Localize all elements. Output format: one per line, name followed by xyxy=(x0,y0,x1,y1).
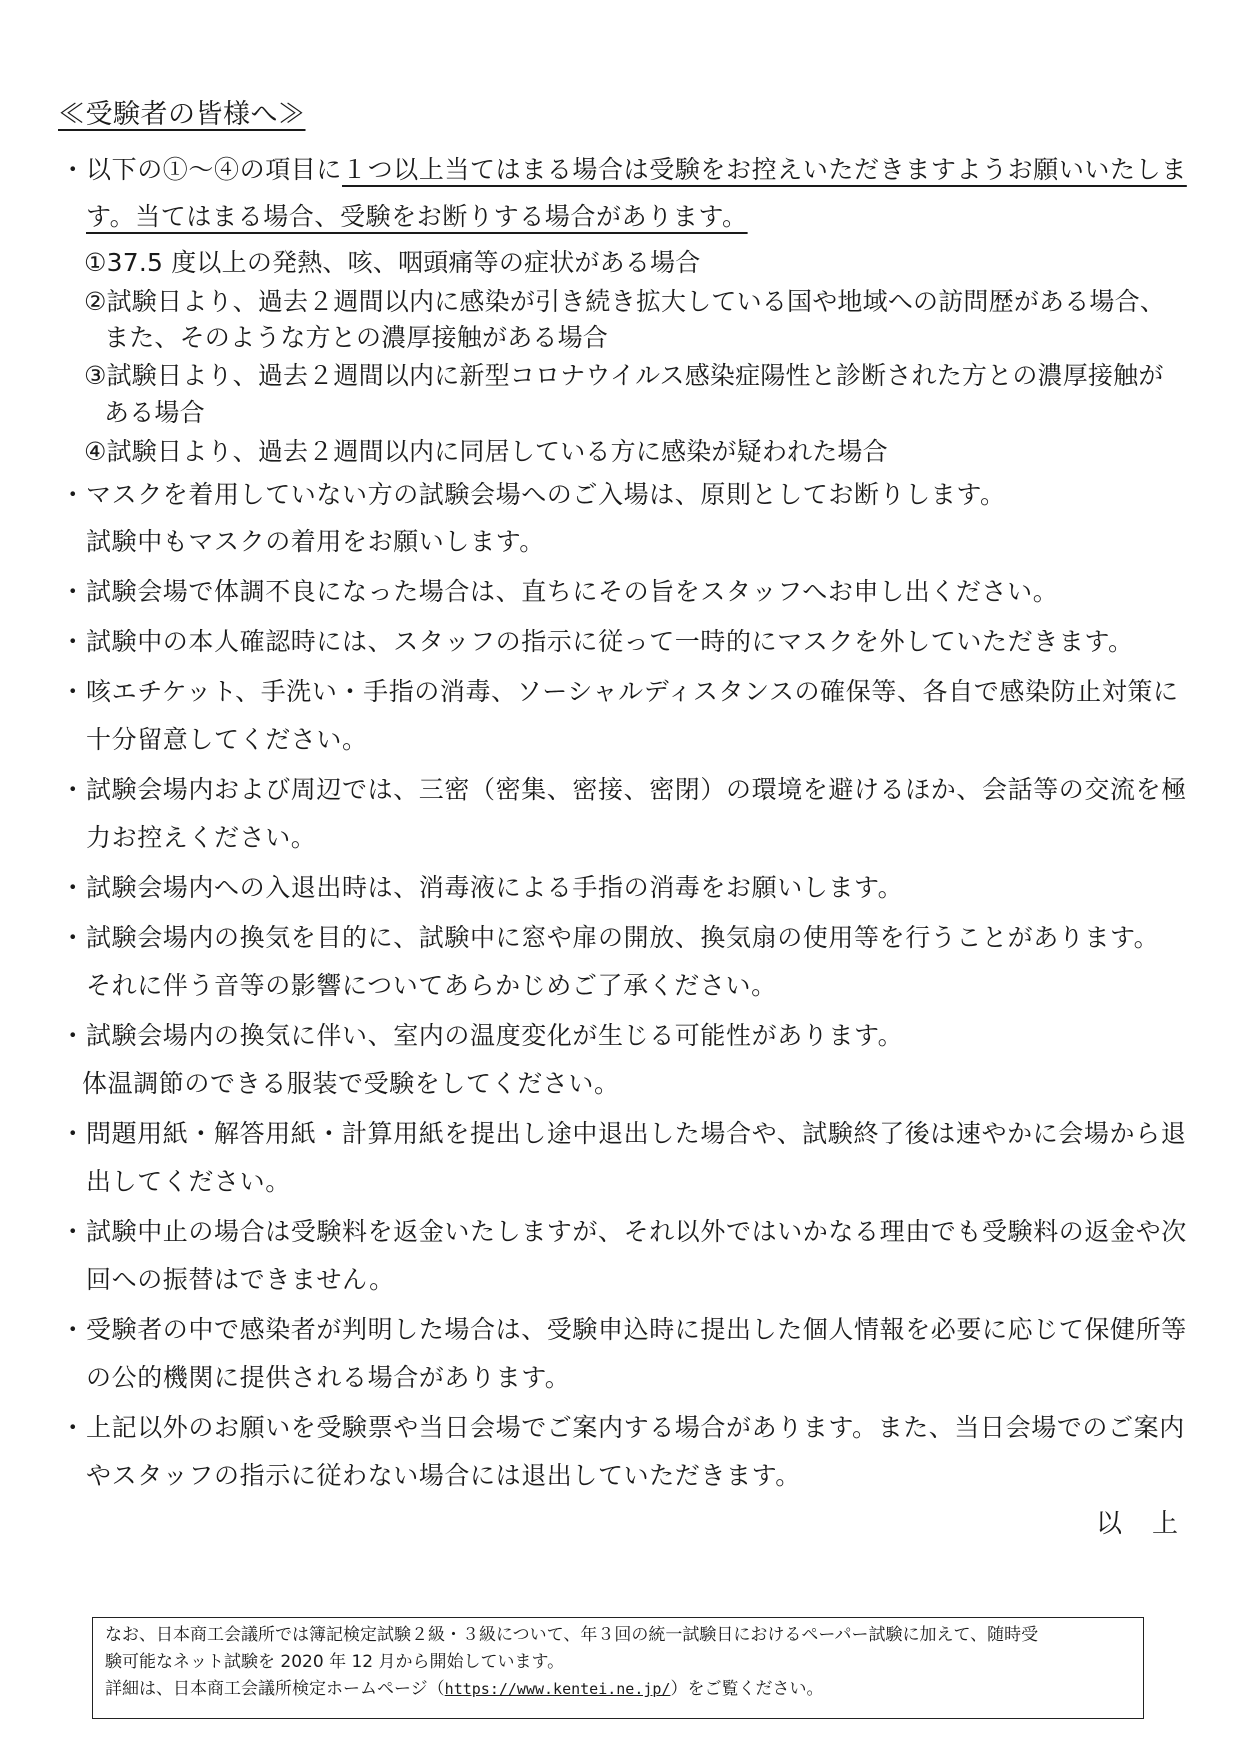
notice-line-3-prefix: 詳細は、日本商工会議所検定ホームページ（ xyxy=(105,1679,445,1699)
item-text: 咳エチケット、手洗い・手指の消毒、ソーシャルディスタンスの確保等、各自で感染防止対策に xyxy=(86,677,1179,706)
item-temperature-cont: 体温調節のできる服装で受験をしてください。 xyxy=(82,1069,620,1098)
bullet: ・ xyxy=(60,1315,86,1344)
bullet: ・ xyxy=(60,577,86,606)
notice-line-1: なお、日本商工会議所では簿記検定試験２級・３級について、年３回の統一試験日におけるペーパー試験に加えて、随時受 xyxy=(105,1625,1039,1645)
item-info-cont: の公的機関に提供される場合があります。 xyxy=(86,1363,571,1392)
item-text: 上記以外のお願いを受験票や当日会場でご案内する場合があります。また、当日会場でのご案内 xyxy=(86,1413,1185,1442)
item-text: マスクを着用していない方の試験会場へのご入場は、原則としてお断りします。 xyxy=(86,480,1006,509)
closing-mark: 以 上 xyxy=(1095,1509,1180,1539)
item-text: 試験中の本人確認時には、スタッフの指示に従って一時的にマスクを外していただきます。 xyxy=(86,627,1134,656)
item-refund xyxy=(60,1212,1187,1248)
page-title: ≪受験者の皆様へ≫ xyxy=(58,99,306,130)
notice-line-3 xyxy=(105,1676,1131,1703)
item-three-cs-cont: 力お控えください。 xyxy=(86,823,317,852)
bullet: ・ xyxy=(60,1217,86,1246)
item-three-cs xyxy=(60,770,1187,806)
bullet: ・ xyxy=(60,775,86,804)
item-text: 試験会場内の換気を目的に、試験中に窓や扉の開放、換気扇の使用等を行うことがあります。 xyxy=(86,923,1160,952)
item-etiquette-cont: 十分留意してください。 xyxy=(86,725,368,754)
kentei-link[interactable]: https://www.kentei.ne.jp/ xyxy=(444,1680,671,1698)
bullet: ・ xyxy=(60,873,86,902)
condition-2: ②試験日より、過去２週間以内に感染が引き続き拡大している国や地域への訪問歴がある場合、 xyxy=(84,287,1166,316)
item-temperature xyxy=(60,1016,903,1052)
bullet: ・ xyxy=(60,1021,86,1050)
item-mask-cont: 試験中もマスクの着用をお願いします。 xyxy=(86,527,545,556)
item-text: 問題用紙・解答用紙・計算用紙を提出し途中退出した場合や、試験終了後は速やかに会場から退 xyxy=(86,1119,1187,1148)
bullet: ・ xyxy=(60,923,86,952)
bullet: ・ xyxy=(60,1119,86,1148)
item-text: 試験会場内への入退出時は、消毒液による手指の消毒をお願いします。 xyxy=(86,873,904,902)
bullet: ・ xyxy=(60,677,86,706)
bullet: ・ xyxy=(60,480,86,509)
intro-underlined-2: す。当てはまる場合、受験をお断りする場合があります。 xyxy=(86,202,748,231)
item-text: 試験会場内の換気に伴い、室内の温度変化が生じる可能性があります。 xyxy=(86,1021,904,1050)
condition-3-cont: ある場合 xyxy=(104,398,205,427)
item-ventilation xyxy=(60,918,1159,954)
condition-2-cont: また、そのような方との濃厚接触がある場合 xyxy=(104,323,609,352)
item-etiquette xyxy=(60,672,1179,708)
intro-underlined-1: １つ以上当てはまる場合は受験をお控えいただきますようお願いいたしま xyxy=(342,155,1187,184)
item-id-check xyxy=(60,622,1134,658)
item-unwell xyxy=(60,572,1058,608)
intro-line-2 xyxy=(86,197,748,233)
item-mask xyxy=(60,475,1006,511)
item-text: 試験会場内および周辺では、三密（密集、密接、密閉）の環境を避けるほか、会話等の交流を極 xyxy=(86,775,1187,804)
item-info xyxy=(60,1310,1187,1346)
item-leave xyxy=(60,1114,1186,1150)
condition-3: ③試験日より、過去２週間以内に新型コロナウイルス感染症陽性と診断された方との濃厚接触が xyxy=(84,361,1164,390)
intro-prefix: 以下の①～④の項目に xyxy=(86,155,343,184)
notice-line-2: 験可能なネット試験を 2020 年 12 月から開始しています。 xyxy=(105,1652,565,1672)
item-text: 受験者の中で感染者が判明した場合は、受験申込時に提出した個人情報を必要に応じて保健所等 xyxy=(86,1315,1187,1344)
item-other xyxy=(60,1408,1185,1444)
item-refund-cont: 回への振替はできません。 xyxy=(86,1265,395,1294)
bullet: ・ xyxy=(60,155,86,184)
item-text: 試験中止の場合は受験料を返金いたしますが、それ以外ではいかなる理由でも受験料の返金や次 xyxy=(86,1217,1187,1246)
bullet: ・ xyxy=(60,1413,86,1442)
item-text: 試験会場で体調不良になった場合は、直ちにその旨をスタッフへお申し出ください。 xyxy=(86,577,1059,606)
condition-1: ①37.5 度以上の発熱、咳、咽頭痛等の症状がある場合 xyxy=(84,248,701,277)
notice-box xyxy=(92,1617,1144,1719)
bullet: ・ xyxy=(60,627,86,656)
item-leave-cont: 出してください。 xyxy=(86,1167,291,1196)
item-ventilation-cont: それに伴う音等の影響についてあらかじめご了承ください。 xyxy=(86,971,777,1000)
item-other-cont: やスタッフの指示に従わない場合には退出していただきます。 xyxy=(86,1461,801,1490)
item-disinfect xyxy=(60,868,903,904)
notice-line-3-suffix: ）をご覧ください。 xyxy=(670,1679,824,1699)
condition-4: ④試験日より、過去２週間以内に同居している方に感染が疑われた場合 xyxy=(84,437,888,466)
intro-line-1 xyxy=(60,150,1187,186)
